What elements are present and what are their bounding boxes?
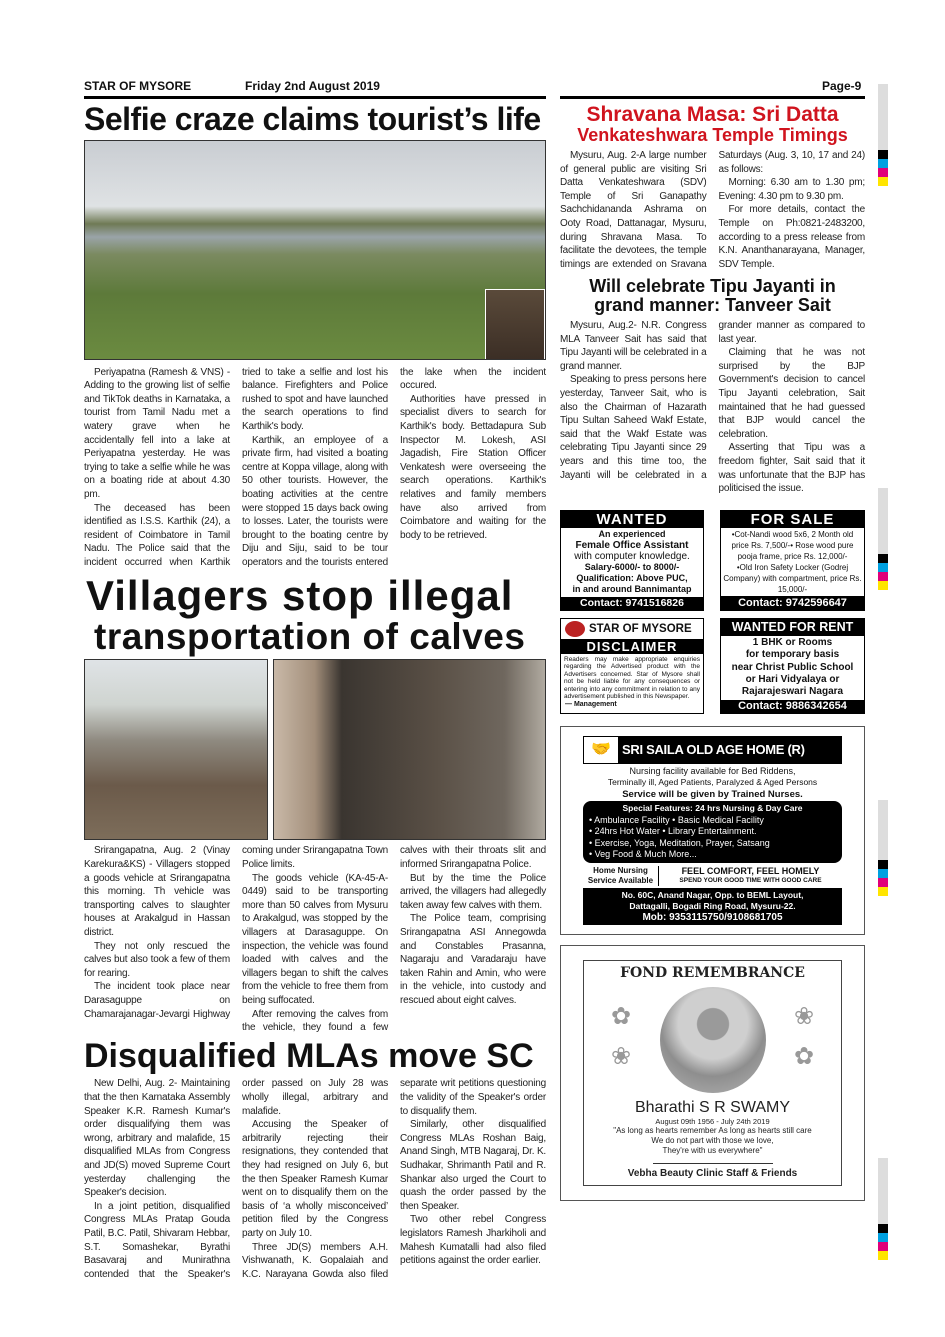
issue-date: Friday 2nd August 2019 [245, 79, 380, 93]
ad-feature: • Ambulance Facility • Basic Medical Facility [589, 814, 764, 825]
photo-victim-portrait [485, 289, 545, 360]
article-selfie-body [84, 366, 546, 570]
article-tipu-body [560, 319, 865, 496]
ad-address: No. 60C, Anand Nagar, Opp. to BEML Layout, [621, 889, 804, 900]
quote-line: We do not part with those we love, [651, 1135, 774, 1145]
ad-title: SRI SAILA OLD AGE HOME (R) [622, 742, 805, 758]
paragraph: Morning: 6.30 am to 1.30 pm; Evening: 4.30 pm to 9.30 pm. [718, 177, 865, 202]
paragraph: Claiming that he was not surprised by the BJP Government's decision to cancel Tipu Jayanti celebration, Sait maintained that he had guessed that BJP would cancel the celebration. [718, 347, 865, 440]
paragraph: The Police team, comprising Srirangapatna ASI Annegowda and Constables Prasanna, Nagaraju and Varadaraju have taken Rahin and Amin, who were in the vehicle, into custody and rescued about eight calves. [400, 913, 546, 1006]
photo-calves [84, 659, 268, 840]
article-temple-body [560, 149, 865, 271]
right-news-column [560, 104, 865, 1201]
ad-line: Service will be given by Trained Nurses. [622, 788, 803, 800]
color-registration-mark [878, 860, 888, 896]
ad-feature: • Exercise, Yoga, Meditation, Prayer, Satsang [589, 837, 770, 848]
star-of-mysore-logo-icon [565, 621, 585, 637]
paragraph: The goods vehicle (KA-45-A-0449) said to be transporting more than 50 calves from Mysuru to Arakalgud, was stopped by the villagers at Darasaguppe. On inspection, the vehicle was found loaded with calves and the villagers began to shift the calves from the vehicle to free them from being suffocated. [242, 872, 388, 1006]
article-calves-body [84, 844, 546, 1034]
paragraph: But by the time the Police arrived, the villagers had allegedly taken away few calves with them. [400, 872, 546, 911]
deceased-name: Bharathi S R SWAMY [634, 1098, 790, 1116]
header-rule [560, 96, 865, 99]
ad-title: FOR SALE [721, 511, 864, 528]
ad-title: WANTED [561, 511, 703, 528]
color-registration-mark [878, 554, 888, 590]
ad-contact: Contact: 9741516826 [561, 597, 703, 610]
paragraph: The deceased has been identified as I.S.S. Karthik (24), a resident of Coimbatore in Tamil Nadu. The Police said that the incident occurred when Karthik tried to take a selfie and lost his balance. Firefighters and Police rushed to spot and have launched the search operations to find Karthik's body. [84, 366, 388, 568]
paragraph: They not only rescued the calves but also took a few of them for rearing. [84, 940, 230, 979]
ad-line: for temporary basis [745, 649, 840, 661]
paragraph: Accusing the Speaker of arbitrarily rejecting their resignations, they contended that they had resigned on July 6, but the then Speaker Ramesh Kumar went on to disqualify them on the basis of ‘a wholly misconceived’ petition filed by the Congress party on July 10. [242, 1119, 388, 1239]
ad-wanted-for-rent [720, 618, 865, 714]
ad-line: Nursing facility available for Bed Riddens, [629, 765, 796, 776]
ad-body: Readers may make appropriate enquiries regarding the Advertised product with the Advertisers concerned. Star of Mysore shall not be held liable for any consequences or entering into any commitment in relation to any advertisement published in this Newspaper. [564, 655, 700, 701]
ad-for-sale [720, 510, 865, 611]
color-registration-mark [878, 1224, 888, 1260]
ad-title: WANTED FOR RENT [721, 619, 864, 636]
header-rule [84, 96, 546, 99]
headline-tipu-2: grand manner: Tanveer Sait [594, 295, 831, 316]
ad-line: near Christ Public School [731, 661, 854, 673]
flower-decoration-icon: ❀ ✿ [793, 1002, 815, 1070]
ad-line: Service Available [587, 875, 654, 885]
ad-disclaimer [560, 618, 704, 714]
headline-calves-1: Villagers stop illegal [86, 571, 514, 619]
headline-mlas: Disqualified MLAs move SC [84, 1036, 534, 1075]
ad-contact: Contact: 9742596647 [721, 596, 864, 610]
ad-line: Qualification: Above PUC, [576, 572, 688, 583]
ad-line: •Old Iron Safety Locker (Godrej Company) with compartment, price Rs. 15,000/- [723, 562, 862, 594]
ad-line: Home Nursing [593, 865, 648, 875]
ad-features-title: Special Features: 24 hrs Nursing & Day Care [622, 803, 803, 814]
photo-police-truck [273, 659, 546, 840]
paragraph: Mysuru, Aug. 2-A large number of general public are visiting Sri Datta Venkateshwara (SDV) Temple of Sri Ganapathy Sachchidananda Ashrama on Ooty Road, Dattanagar, Mysuru, during Shravana Masa. To facilitate the devotees, the temple timings are extended on Sravana Saturdays (Aug. 3, 10, 17 and 24) as follows: [560, 149, 865, 270]
registration-bar [878, 488, 888, 554]
ad-sign: — Management [565, 700, 617, 708]
ad-address: Dattagalli, Bogadi Ring Road, Mysuru-22. [629, 900, 796, 911]
ad-line: in and around Bannimantap [572, 583, 692, 594]
ad-phone: Mob: 9353115750/9108681705 [642, 911, 783, 923]
ad-feature: • Veg Food & Much More... [589, 849, 697, 860]
headline-tipu-1: Will celebrate Tipu Jayanti in [589, 276, 836, 297]
ad-title: DISCLAIMER [561, 639, 703, 654]
paragraph: Three JD(S) members A.H. Vishwanath, K. Gopalaiah and K.C. Narayana Gowda also filed separate writ petitions questioning the validity of the Speaker's order to disqualify them. [242, 1078, 546, 1280]
paragraph: In a joint petition, disqualified Congress MLAs Pratap Gouda Patil, B.C. Patil, Shivaram Hebbar, S.T. Somashekar, Byrathi Basavaraj and Munirathna contended that the Speaker's order passed on July 28 was wholly illegal, arbitrary and malafide. [84, 1078, 388, 1280]
registration-bar [878, 1158, 888, 1224]
divider [653, 1163, 773, 1164]
handshake-icon: 🤝 [584, 737, 618, 763]
ad-contact: Contact: 9886342654 [721, 700, 864, 713]
ad-remembrance [583, 960, 842, 1186]
ad-title: FOND REMEMBRANCE [620, 964, 805, 981]
quote-line: They're with us everywhere" [662, 1145, 763, 1155]
ad-slogan: SPEND YOUR GOOD TIME WITH GOOD CARE [679, 876, 822, 884]
ad-line: Terminally ill, Aged Patients, Paralyzed & Aged Persons [607, 777, 818, 788]
ad-line: 1 BHK or Rooms [752, 636, 833, 648]
ad-line: with computer knowledge. [574, 550, 690, 562]
ad-line: Female Office Assistant [575, 539, 689, 551]
page-number: Page-9 [822, 79, 862, 93]
ad-wanted [560, 510, 704, 611]
headline-calves-2: transportation of calves [94, 615, 526, 657]
headline-temple-1: Shravana Masa: Sri Datta [586, 103, 839, 126]
ad-old-age-home [583, 736, 842, 925]
paper-name: STAR OF MYSORE [84, 79, 192, 93]
ad-from: Vebha Beauty Clinic Staff & Friends [627, 1167, 798, 1179]
ad-line: •Cot-Nandi wood 5x6, 2 Month old price Rs. 7,500/-• Rose wood pure pooja frame, price Rs. 12,000/- [731, 529, 854, 561]
ad-feature: • 24hrs Hot Water • Library Entertainment. [589, 826, 757, 837]
paragraph: Asserting that Tipu was a freedom fighter, Sait said that it was unfortunate that the BJP has politicised the issue. [718, 442, 865, 495]
paragraph: Speaking to press persons here yesterday, Tanveer Sait, who is also the Chairman of Hazarath Tipu Sultan Saheed Wakf Estate, said that the Wakf Estate was celebrating Tipu Jayanti since 29 years and this time too, the Jayanti will be celebrated in a grander manner as compared to last year. [560, 320, 865, 481]
photo-lake-crowd [84, 140, 546, 360]
paragraph: The incident took place near Darasaguppe on Chamarajanagar-Jevargi Highway coming under Srirangapatna Town Police limits. [84, 845, 388, 1020]
paragraph: Srirangapatna, Aug. 2 (Vinay Karekura&KS) - Villagers stopped a goods vehicle at Srirangapatna this morning. Th vehicle was transporting calves to slaughter houses at Arakalgud in Hassan district. [84, 845, 230, 938]
ad-slogan: FEEL COMFORT, FEEL HOMELY [681, 865, 820, 876]
dates: August 09th 1956 - July 24th 2019 [655, 1116, 770, 1126]
flower-decoration-icon: ✿ ❀ [610, 1002, 632, 1070]
ad-old-age-home-frame [560, 726, 865, 935]
paragraph: Mysuru, Aug.2- N.R. Congress MLA Tanveer Sait has said that Tipu Jayanti will be celebrated in a grand manner. [560, 320, 707, 372]
registration-bar [878, 84, 888, 150]
ad-line: Rajarajeswari Nagara [741, 686, 844, 698]
paragraph: Similarly, other disqualified Congress MLAs Roshan Baig, Anand Singh, MTB Nagaraj, Dr. K. Sudhakar, Shrimanth Patil and R. Shankar also urged the Court to quash the order passed by the then Speaker. [400, 1119, 546, 1212]
paragraph: After removing the calves from the vehicle, they found a few calves with their throats slit and informed Srirangapatna Police. [242, 845, 546, 1034]
left-news-column [84, 103, 546, 1281]
ad-line: Salary-6000/- to 8000/- [584, 561, 680, 572]
paragraph: Periyapatna (Ramesh & VNS) -Adding to the growing list of selfie and TikTok deaths in Karnataka, a tourist from Tamil Nadu met a watery grave when he accidentally fell into a lake at Periyapatna yesterday. He was trying to take a selfie while he was on a boating ride at about 4.30 pm. [84, 366, 230, 500]
paragraph: New Delhi, Aug. 2- Maintaining that the then Karnataka Assembly Speaker K.R. Ramesh Kumar's order disqualifying them was wrong, arbitrary and malafide, 15 disqualified MLAs from Congress and JD(S) moved Supreme Court yesterday challenging the Speaker's decision. [84, 1078, 230, 1199]
headline-selfie: Selfie craze claims tourist’s life [84, 101, 541, 137]
ad-brand: STAR OF MYSORE [589, 622, 692, 635]
headline-temple-2: Venkateshwara Temple Timings [577, 125, 848, 146]
ad-line: An experienced [598, 528, 666, 539]
article-mlas-body [84, 1077, 546, 1281]
color-registration-mark [878, 150, 888, 186]
paragraph: Two other rebel Congress legislators Ramesh Jharkiholi and Mahesh Kumatalli had also filed petitions against the order earlier. [400, 1214, 546, 1267]
paragraph: Karthik, an employee of a private firm, had visited a boating centre at Koppa village, along with 50 other tourists. However, the boating activities at the centre were stopped 15 days back owing to losses. Later, the tourists were brought to the boating centre by Diju and Siju, said to be tour operators and the tourists entered the lake when the incident occured. [242, 366, 546, 568]
portrait-photo [660, 987, 766, 1093]
registration-bar [878, 800, 888, 860]
quote-line: "As long as hearts remember As long as hearts still care [613, 1125, 812, 1135]
ad-line: or Hari Vidyalaya or [745, 674, 840, 685]
paragraph: Authorities have pressed in specialist divers to search for Karthik's body. Bettadapura Sub Inspector M. Lokesh, ASI Jagadish, Fire Station Officer Venkatesh were overseeing the search operations. Karthik's relatives and family members have also arrived from Coimbatore and waiting for the body to be retrieved. [400, 393, 546, 541]
paragraph: For more details, contact the Temple on Ph:0821-2483200, according to a press release from K.N. Ananthanarayana, Manager, SDV Temple. [718, 204, 865, 270]
ad-remembrance-frame [560, 945, 865, 1201]
